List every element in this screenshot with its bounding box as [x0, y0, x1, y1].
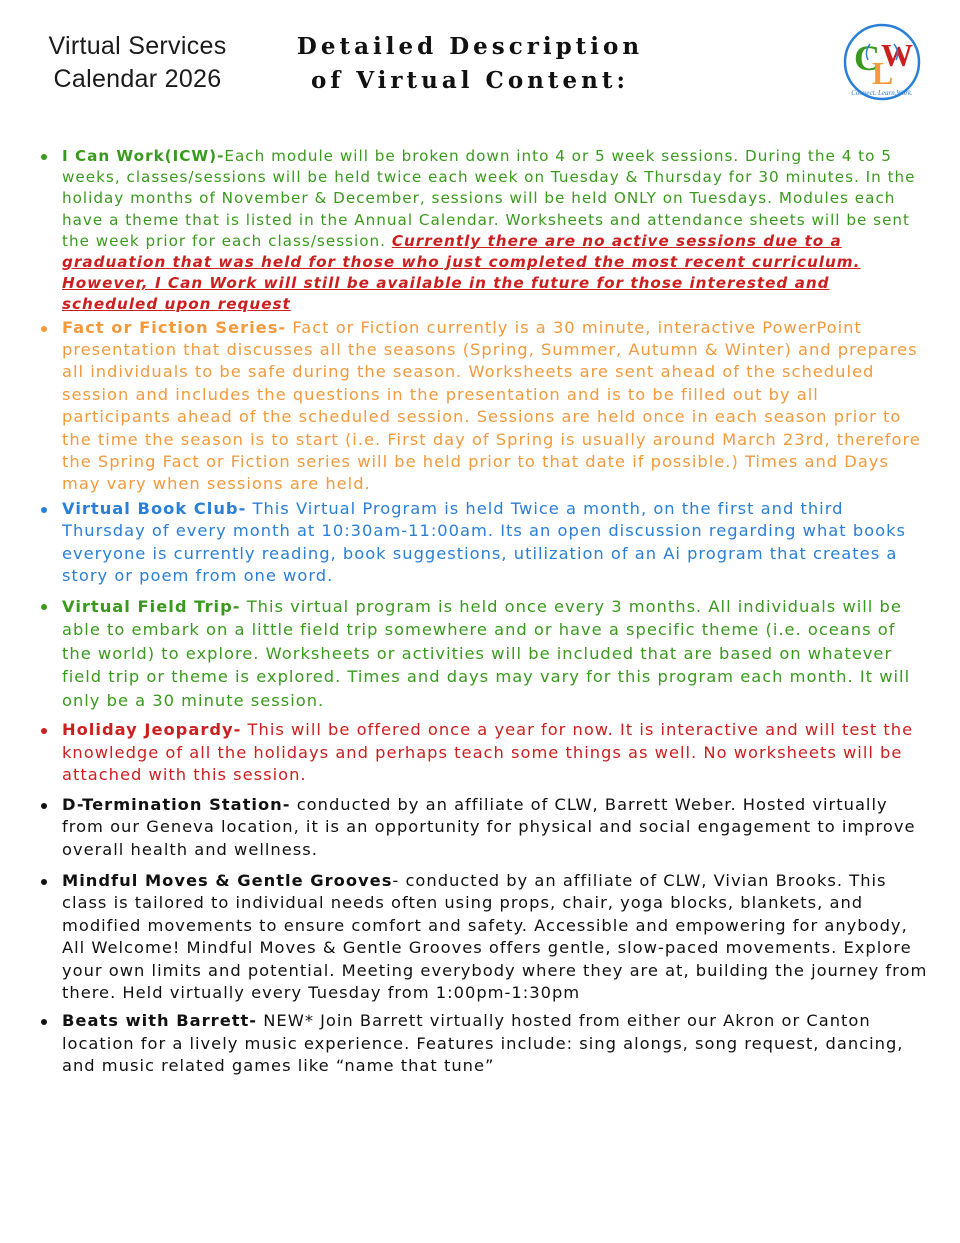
page-title-line1: Detailed Description: [296, 33, 644, 60]
item-text: This virtual program is held once every 3 months. All individuals will be able to embark on a little field trip somewhere and or have a specific theme (i.e. oceans of the world) to explore. Worksheets or activities will be included that are based on whatever field trip or theme is explored. Times and days may vary for this program each month. It will only be a 30 minute session.: [62, 596, 911, 710]
logo-letter-l: L: [872, 55, 894, 91]
list-item: [38, 870, 930, 1004]
item-text: Fact or Fiction currently is a 30 minute, interactive PowerPoint presentation that discusses all the seasons (Spring, Summer, Autumn & Winter) and prepares all individuals to be safe during the season. Worksheets are sent ahead of the scheduled session and includes the questions in the presentation and is to be filled out by all participants ahead of the scheduled session. Sessions are held once in each season prior to the time the season is to start (i.e. First day of Spring is usually around March 23rd, therefore the Spring Fact or Fiction series will be held prior to that date if possible.) Times and Days may vary when sessions are held.: [62, 317, 921, 494]
item-title: Fact or Fiction Series-: [62, 317, 287, 337]
item-text: conducted by an affiliate of CLW, Barrett Weber. Hosted virtually from our Geneva location, it is an opportunity for physical and social engagement to improve overall health and wellness.: [62, 794, 916, 859]
item-title: Beats with Barrett-: [62, 1011, 258, 1031]
item-note: Currently there are no active sessions due to a graduation that was held for those who just completed the most recent curriculum. However, I Can Work will still be available in the future for those interested and scheduled upon request: [62, 231, 861, 314]
list-item: [38, 498, 930, 588]
page-title: [285, 30, 655, 98]
item-title: Mindful Moves & Gentle Grooves: [62, 870, 393, 890]
logo-letter-c: C: [854, 38, 880, 78]
item-text: This Virtual Program is held Twice a month, on the first and third Thursday of every month at 10:30am-11:00am. Its an open discussion regarding what books everyone is currently reading, book suggestions, utilization of an Ai program that creates a story or poem from one word.: [62, 498, 906, 586]
list-item: [38, 1010, 930, 1077]
calendar-heading-line1: Virtual Services: [48, 32, 227, 60]
calendar-heading-line2: Calendar 2026: [53, 65, 222, 93]
item-title: Virtual Book Club-: [62, 498, 247, 518]
item-title: D-Termination Station-: [62, 794, 291, 814]
logo-letter-w: W: [881, 37, 913, 73]
item-title: Virtual Field Trip-: [62, 596, 241, 616]
page-title-line2: of Virtual Content:: [311, 67, 629, 94]
list-item: [38, 146, 930, 316]
calendar-heading: [30, 30, 245, 96]
item-text: - conducted by an affiliate of CLW, Vivian Brooks. This class is tailored to individual needs often using props, chair, yoga blocks, blankets, and modified movements to ensure comfort and safety. Accessible and empowering for anybody, All Welcome! Mindful Moves & Gentle Grooves offers gentle, slow-paced movements. Explore your own limits and potential. Meeting everybody where they are at, building the journey from there. Held virtually every Tuesday from 1:00pm-1:30pm: [62, 870, 928, 1002]
item-text: Each module will be broken down into 4 or 5 week sessions. During the 4 to 5 weeks, classes/sessions will be held twice each week on Tuesday & Thursday for 30 minutes. In the holiday months of November & December, sessions will be held ONLY on Tuesdays. Modules each have a theme that is listed in the Annual Calendar. Worksheets and attendance sheets will be sent the week prior for each class/session.: [62, 147, 916, 250]
list-item: [38, 719, 930, 786]
item-title: I Can Work(ICW)-: [62, 147, 225, 165]
list-item: [38, 317, 930, 496]
logo-tagline: Connect. Learn.Work.: [851, 89, 913, 97]
item-title: Holiday Jeopardy-: [62, 720, 242, 740]
list-item: [38, 794, 930, 861]
program-list: [38, 146, 930, 1078]
item-text: This will be offered once a year for now. It is interactive and will test the knowledge of all the holidays and perhaps teach some things as well. No worksheets will be attached with this session.: [62, 720, 914, 785]
clw-logo: [842, 22, 922, 102]
list-item: [38, 595, 930, 713]
item-text: NEW* Join Barrett virtually hosted from either our Akron or Canton location for a lively music experience. Features include: sing alongs, song request, dancing, and music related games like “name that tune”: [62, 1011, 904, 1076]
